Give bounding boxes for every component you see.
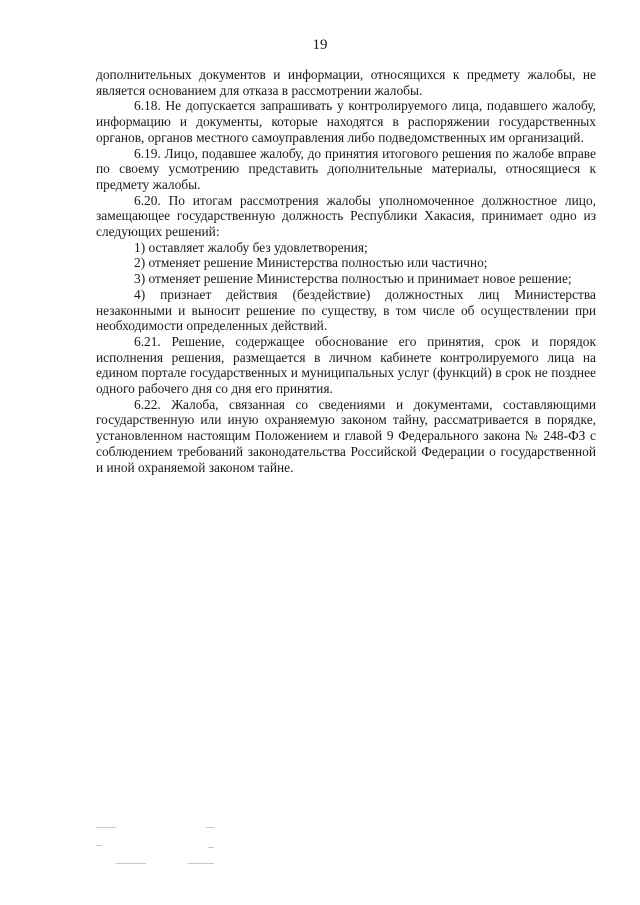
scan-artifact (96, 825, 226, 870)
paragraph-6-19: 6.19. Лицо, подавшее жалобу, до принятия итогового решения по жалобе вправе по своему усмотрению представить дополнительные материалы, относящиеся к предмету жалобы. (96, 145, 596, 192)
list-item-2: 2) отменяет решение Министерства полностью или частично; (134, 255, 488, 271)
list-item-1: 1) оставляет жалобу без удовлетворения; (134, 239, 368, 255)
paragraph-6-21: 6.21. Решение, содержащее обоснование его принятия, срок и порядок исполнения решения, размещается в личном кабинете контролируемого лица на едином портале государственных и муниципальных услуг (функций) в срок не позднее одного рабочего дня со дня его принятия. (96, 333, 596, 397)
page-number: 19 (312, 37, 328, 53)
paragraph-continuation: дополнительных документов и информации, относящихся к предмету жалобы, не является основанием для отказа в рассмотрении жалобы. (96, 67, 596, 98)
list-item-4: 4) признает действия (бездействие) должностных лиц Министерства незаконными и выносит решение по существу, в том числе об осуществлении при необходимости определенных действий. (96, 286, 596, 334)
paragraph-6-18: 6.18. Не допускается запрашивать у контролируемого лица, подавшего жалобу, информацию и документы, которые находятся в распоряжении государственных органов, органов местного самоуправления либо подведомственных им организаций. (96, 98, 596, 145)
paragraph-6-22: 6.22. Жалоба, связанная со сведениями и документами, составляющими государственную или иную охраняемую законом тайну, рассматривается в порядке, установленном настоящим Положением и главой 9 Федерального закона № 248-ФЗ с соблюдением требований законодательства Российской Федерации о государственной и иной охраняемой законом тайне. (96, 396, 596, 475)
list-item-3: 3) отменяет решение Министерства полностью и принимает новое решение; (134, 271, 572, 287)
paragraph-6-20: 6.20. По итогам рассмотрения жалобы уполномоченное должностное лицо, замещающее государственную должность Республики Хакасия, принимает одно из следующих решений: (96, 192, 596, 240)
document-body (96, 67, 596, 475)
